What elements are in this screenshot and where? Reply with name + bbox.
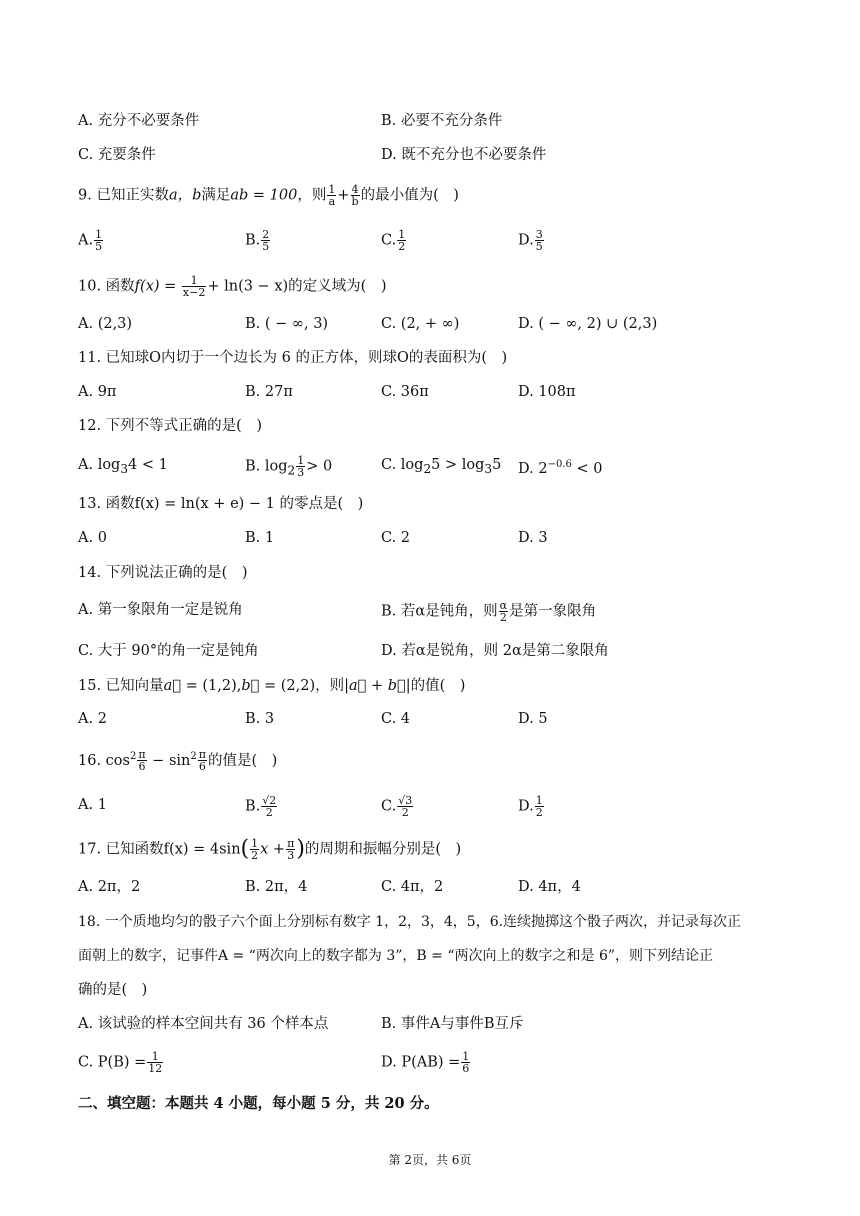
q12-option-d: D. $2^{-0.6} < 0$ <box>518 459 603 477</box>
q17-option-c: C. 4π，2 <box>381 879 444 895</box>
q15-option-c: C. 4 <box>381 711 411 727</box>
q12-option-c: C. $\log_25 > \log_35$ <box>381 457 502 476</box>
q17-option-b: B. 2π，4 <box>245 879 308 895</box>
q15-option-d: D. 5 <box>518 711 548 727</box>
q11-option-d: D. 108π <box>518 384 576 400</box>
q16-option-c: C. $\frac{√3}{2}$ <box>381 794 413 819</box>
q18-option-b: B. 事件A与事件B互斥 <box>381 1016 524 1032</box>
q9-option-c: C. $\frac{1}{2}$ <box>381 228 406 253</box>
q15-option-a: A. 2 <box>78 711 107 727</box>
q11-stem: 11. 已知球O内切于一个边长为 6 的正方体，则球O的表面积为( ) <box>78 350 508 366</box>
q13-option-d: D. 3 <box>518 530 548 546</box>
q10-option-b: B. ( − ∞, 3) <box>245 316 329 332</box>
q17-option-d: D. 4π，4 <box>518 879 581 895</box>
q13-option-c: C. 2 <box>381 530 411 546</box>
q18-stem-line-3: 确的是( ) <box>78 982 148 998</box>
q14-stem: 14. 下列说法正确的是( ) <box>78 565 248 581</box>
q12-stem: 12. 下列不等式正确的是( ) <box>78 418 262 434</box>
q18-stem-line-2: 面朝上的数字，记事件A = “两次向上的数字都为 3”，B = “两次向上的数字之和是 6”，则下列结论正 <box>78 948 714 964</box>
q17-option-a: A. 2π，2 <box>78 879 141 895</box>
q10-option-d: D. ( − ∞, 2) ∪ (2,3) <box>518 316 658 332</box>
q18-stem-line-1: 18. 一个质地均匀的骰子六个面上分别标有数字 1，2，3，4，5，6.连续抛掷这个骰子两次，并记录每次正 <box>78 914 742 930</box>
q18-option-d: D. P(AB) = $\frac{1}{6}$ <box>381 1050 470 1075</box>
q13-option-a: A. 0 <box>78 530 107 546</box>
q12-option-b: B. $\log_2$ $\frac{1}{3}$ > 0 <box>245 454 333 479</box>
page-footer: 第 2页，共 6页 <box>388 1153 472 1167</box>
q11-option-c: C. 36π <box>381 384 429 400</box>
q15-stem: 15. 已知向量a⃗ = (1,2),b⃗ = (2,2)，则|a⃗ + b⃗|的值( ) <box>78 678 466 694</box>
q8-option-c: C. 充要条件 <box>78 147 156 163</box>
q9-stem: 9. 已知正实数a，b满足ab = 100，则 $\frac{1}{a}$ + $\frac{4}{b}$ 的最小值为( ) <box>78 183 459 208</box>
q10-stem: 10. 函数f(x) = $\frac{1}{x-2}$ + ln(3 − x)的定义域为( ) <box>78 274 387 299</box>
q9-option-b: B. $\frac{2}{5}$ <box>245 228 270 253</box>
q16-option-a: A. 1 <box>78 797 107 813</box>
q10-option-c: C. (2, + ∞) <box>381 316 460 332</box>
q14-option-a: A. 第一象限角一定是锐角 <box>78 602 243 618</box>
q13-option-b: B. 1 <box>245 530 275 546</box>
q9-option-a: A. $\frac{1}{5}$ <box>78 228 103 253</box>
q16-option-d: D. $\frac{1}{2}$ <box>518 794 543 819</box>
q16-stem: 16. $\cos^2$ $\frac{\pi}{6}$ − $\sin^2$ $\frac{\pi}{6}$ 的值是( ) <box>78 748 278 774</box>
q14-option-b: B. 若α是钝角，则 $\frac{\alpha}{2}$ 是第一象限角 <box>381 599 597 624</box>
q16-option-b: B. $\frac{√2}{2}$ <box>245 794 277 819</box>
q13-stem: 13. 函数f(x) = ln(x + e) − 1 的零点是( ) <box>78 496 364 512</box>
q9-option-d: D. $\frac{3}{5}$ <box>518 228 543 253</box>
q8-option-b: B. 必要不充分条件 <box>381 113 503 129</box>
section-heading-fill-in: 二、填空题：本题共 4 小题，每小题 5 分，共 20 分。 <box>78 1095 439 1112</box>
q14-option-c: C. 大于 90°的角一定是钝角 <box>78 643 259 659</box>
q11-option-a: A. 9π <box>78 384 117 400</box>
q15-option-b: B. 3 <box>245 711 275 727</box>
q17-stem: 17. 已知函数f(x) = 4sin( $\frac{1}{2}$ x + $\frac{\pi}{3}$ )的周期和振幅分别是( ) <box>78 836 462 862</box>
q8-option-a: A. 充分不必要条件 <box>78 113 200 129</box>
q14-option-d: D. 若α是锐角，则 2α是第二象限角 <box>381 643 609 659</box>
q10-option-a: A. (2,3) <box>78 316 133 332</box>
q11-option-b: B. 27π <box>245 384 293 400</box>
q18-option-a: A. 该试验的样本空间共有 36 个样本点 <box>78 1016 329 1032</box>
q12-option-a: A. $\log_34 < 1$ <box>78 457 168 476</box>
q8-option-d: D. 既不充分也不必要条件 <box>381 147 547 163</box>
q18-option-c: C. P(B) = $\frac{1}{12}$ <box>78 1050 163 1075</box>
